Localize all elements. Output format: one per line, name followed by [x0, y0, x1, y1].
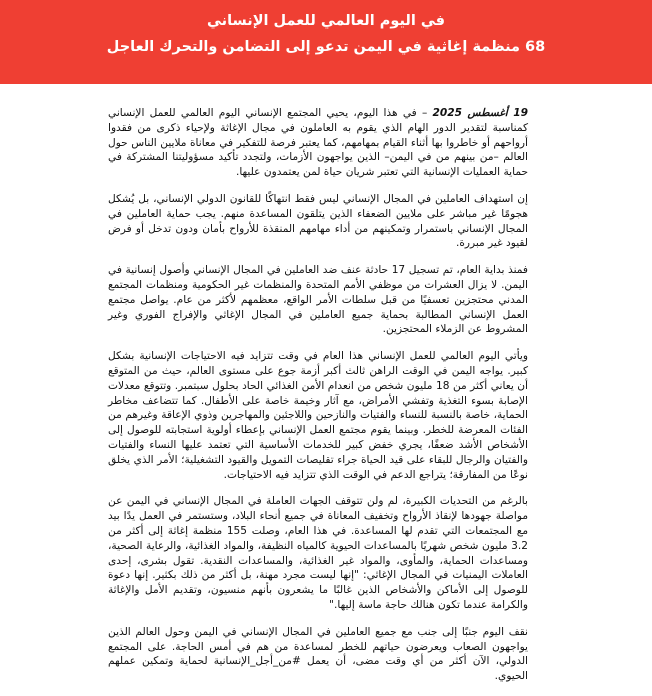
- banner-title-line2: 68 منظمة إغاثية في اليمن تدعو إلى التضامن والتحرك العاجل: [106, 39, 546, 55]
- header-banner: [0, 0, 652, 84]
- paragraph-intro-text: – في هذا اليوم، يحيي المجتمع الإنساني اليوم العالمي للعمل الإنساني كمناسبة لتقدير الدور الهام الذي يقوم به العاملون في مجال الإغاثة ولإحياء ذكرى من فقدوا أرواحهم أو خاطروا بها أثناء القيام بمهامهم، كما يعتبر فرصة للتفكير في معاناة ملايين الناس حول العالم –من بينهم من في اليمن– الذين يواجهون الأزمات، ولتجدد تأكيد مسؤوليتنا المشتركة في حماية العمليات الإنسانية التي تعتبر شريان حياة لمن يعتمدون عليها.: [108, 107, 528, 179]
- article-date: 19 أغسطس 2025: [432, 107, 528, 119]
- paragraph-incidents: فمنذ بداية العام، تم تسجيل 17 حادثة عنف ضد العاملين في المجال الإنساني وأصول إنسانية في اليمن. لا يزال العشرات من موظفي الأمم المتحدة والمنظمات غير الحكومية ومنظمات المجتمع المدني محتجزين تعسفيًا من قبل سلطات الأمر الواقع، معظمهم لأكثر من عام. يواصل مجتمع العمل الإنساني المطالبة بحماية جميع العاملين في المجال الإغاثي والإفراج الفوري وغير المشروط عن الزملاء المحتجزين.: [108, 264, 528, 336]
- paragraph-closing: نقف اليوم جنبًا إلى جنب مع جميع العاملين في المجال الإنساني في اليمن وحول العالم الذين يواجهون الصعاب ويعرضون حياتهم للخطر لمساعدة من هم في أمس الحاجة. على المجتمع الدولي، الآن أكثر من أي وقت مضى، أن يعمل #من_أجل_الإنسانية لحماية وتمكين عملهم الحيوي.: [108, 625, 528, 683]
- paragraph-protection: إن استهداف العاملين في المجال الإنساني ليس فقط انتهاكًا للقانون الدولي الإنساني، بل يُشكل هجومًا غير مباشر على ملايين الضعفاء الذين يتلقون المساعدة منهم. يجب حماية العاملين في المجال الإنساني باستمرار وتمكينهم من أداء مهامهم المنقذة للأرواح بأمان ودون تدخل أو فرض لقيود غير مبررة.: [108, 192, 528, 250]
- banner-title-line1: في اليوم العالمي للعمل الإنساني: [206, 13, 446, 29]
- paragraph-needs: ويأتي اليوم العالمي للعمل الإنساني هذا العام في وقت تتزايد فيه الاحتياجات الإنسانية بشكل كبير. يواجه اليمن في الوقت الراهن ثالث أكبر أزمة جوع على مستوى العالم، حيث من المتوقع أن يعاني أكثر من 18 مليون شخص من انعدام الأمن الغذائي الحاد بحلول سبتمبر. وتتوقع معدلات الإصابة بسوء التغذية وتفشي الأمراض، مع آثار وخيمة خاصة على الأطفال. كما تتضاعف مخاطر الحماية، خاصة بالنسبة للنساء والفتيات والنازحين واللاجئين والمهاجرين وذوي الإعاقة وغيرهم من الفئات المعرضة للخطر. وبينما يقوم مجتمع العمل الإنساني بإعطاء أولوية استجابته للوصول إلى الأشخاص الأشد ضعفًا، يجري خفض كبير للخدمات الأساسية التي تعتمد عليها النساء والفتيات والفتيان والرجال للبقاء على قيد الحياة جراء تقليصات التمويل والقيود التشغيلية؛ الأمر الذي يخلق نوعًا من المفارقة؛ يتراجع الدعم في الوقت الذي تتزايد فيه الاحتياجات.: [108, 350, 528, 481]
- paragraph-intro: [108, 106, 528, 180]
- article-body: [108, 104, 528, 696]
- paragraph-response: بالرغم من التحديات الكبيرة، لم ولن تتوقف الجهات العاملة في المجال الإنساني في اليمن عن مواصلة جهودها لإنقاذ الأرواح وتخفيف المعاناة في جميع أنحاء البلاد، وستستمر في العمل يدًا بيد مع المجتمعات التي تقدم لها المساعدة. في هذا العام، وصلت 155 منظمة إغاثة إلى أكثر من 3.2 مليون شخص شهريًا بالمساعدات الحيوية كالمياه النظيفة، والمواد الغذائية، والرعاية الصحية، ومساعدات الحماية، والمأوى، والمواد غير الغذائية، والمساعدات النقدية. تقول بشرى، إحدى العاملات اليمنيات في المجال الإغاثي: "إنها ليست مجرد مهنة، بل أكثر من ذلك بكثير. إنها دعوة للوصول إلى الأماكن والأشخاص الذين غالبًا ما يشعرون بأنهم منسيون، وتقديم الأمل والإغاثة والكرامة عندما تكون هنالك حاجة ماسة إليها.": [108, 495, 529, 611]
